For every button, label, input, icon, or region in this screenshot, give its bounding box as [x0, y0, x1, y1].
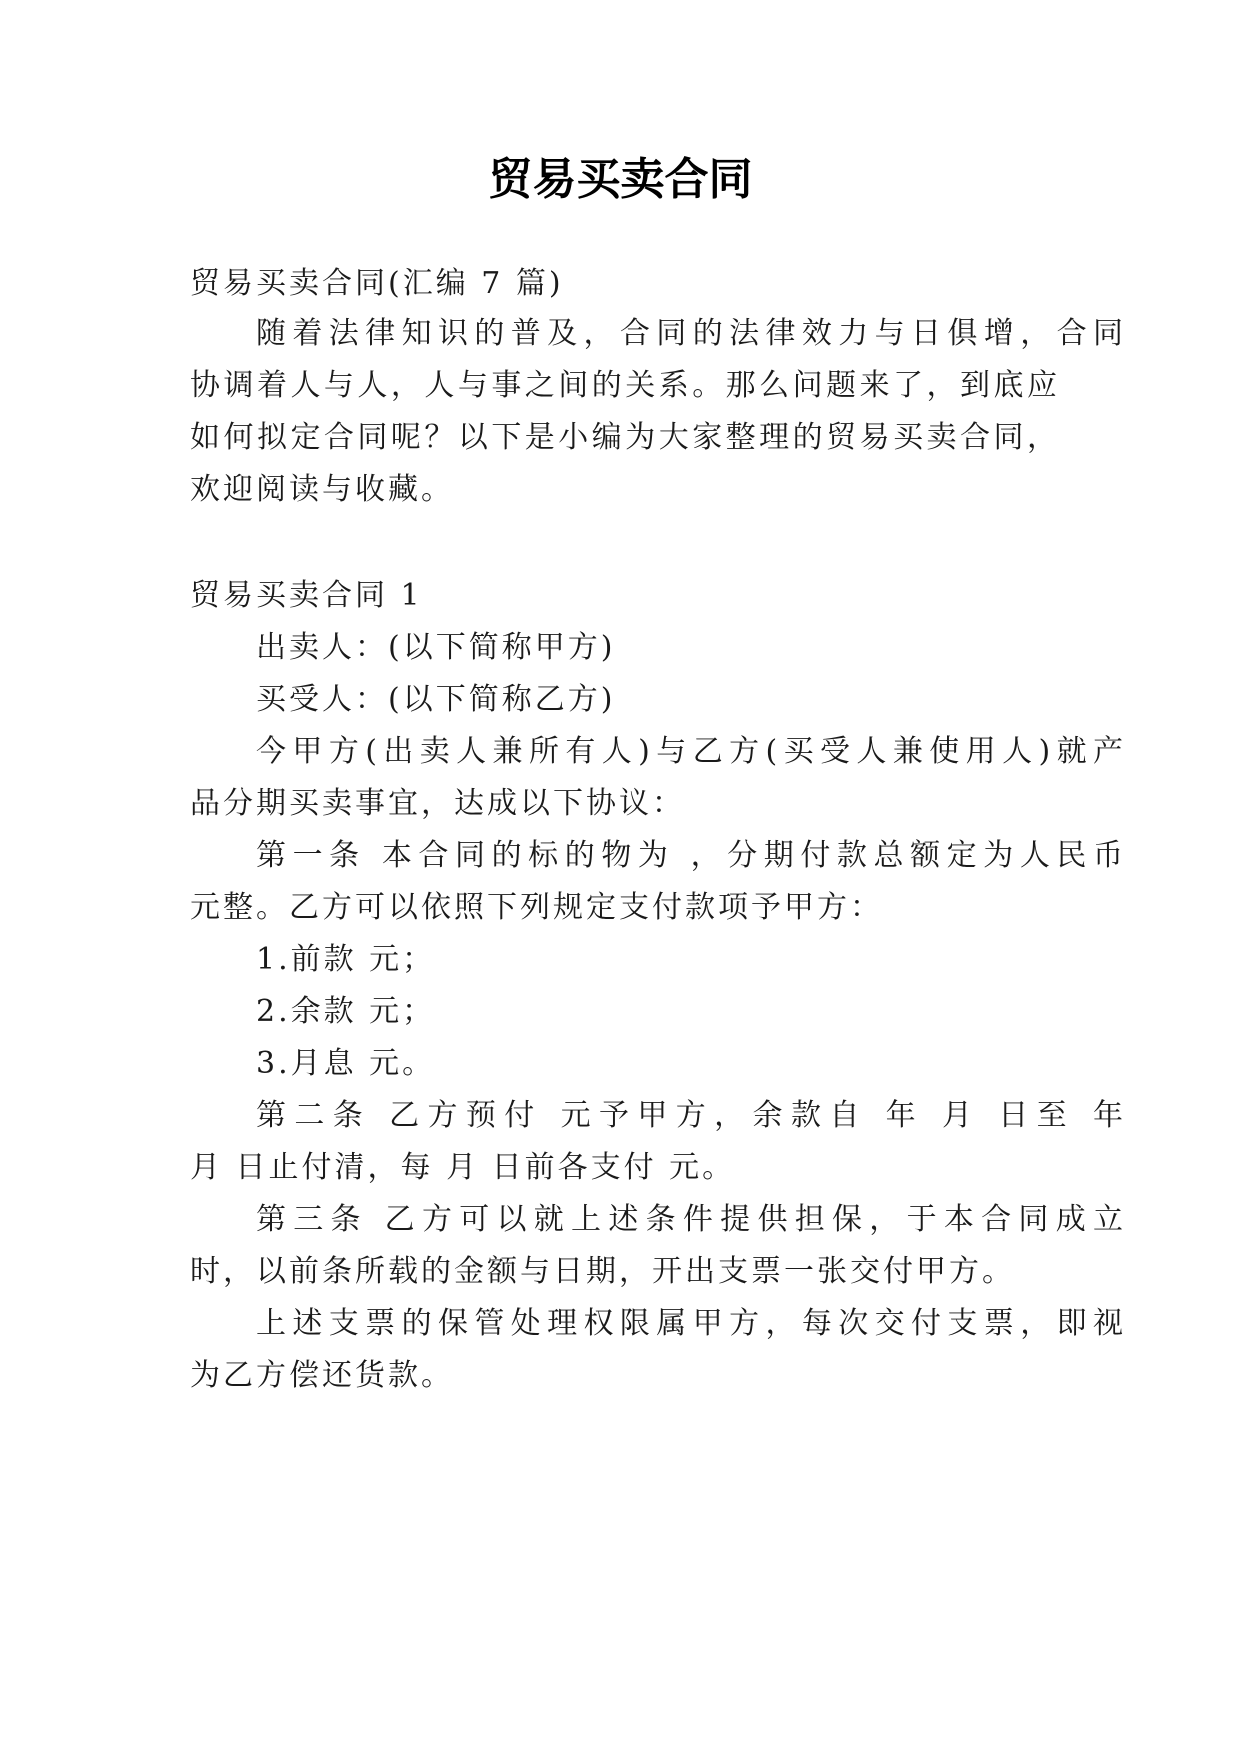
intro-line: 欢迎阅读与收藏。	[190, 472, 454, 507]
intro-line: 随着法律知识的普及，合同的法律效力与日俱增，合同	[256, 316, 1126, 351]
clause-line: 月 日止付清，每 月 日前各支付 元。	[190, 1150, 736, 1185]
section-heading: 贸易买卖合同 1	[190, 578, 423, 613]
clause-line: 上述支票的保管处理权限属甲方，每次交付支票，即视	[256, 1306, 1126, 1341]
clause-line: 品分期买卖事宜，达成以下协议：	[190, 786, 685, 821]
clause-line: 2.余款 元；	[256, 994, 436, 1029]
document-title: 贸易买卖合同	[488, 154, 753, 205]
clause-line: 出卖人：(以下简称甲方)	[256, 630, 616, 665]
document-subtitle: 贸易买卖合同(汇编 7 篇)	[190, 266, 564, 301]
clause-line: 时，以前条所载的金额与日期，开出支票一张交付甲方。	[190, 1254, 1015, 1289]
clause-line: 第三条 乙方可以就上述条件提供担保，于本合同成立	[256, 1202, 1126, 1237]
clause-line: 3.月息 元。	[256, 1046, 436, 1081]
clause-line: 元整。乙方可以依照下列规定支付款项予甲方：	[190, 890, 883, 925]
clause-line: 第二条 乙方预付 元予甲方，余款自 年 月 日至 年	[256, 1098, 1126, 1133]
clause-line: 1.前款 元；	[256, 942, 436, 977]
clause-line: 为乙方偿还货款。	[190, 1358, 454, 1393]
clause-line: 买受人：(以下简称乙方)	[256, 682, 616, 717]
clause-line: 今甲方(出卖人兼所有人)与乙方(买受人兼使用人)就产	[256, 734, 1126, 769]
clause-line: 第一条 本合同的标的物为 ，分期付款总额定为人民币	[256, 838, 1126, 873]
intro-line: 如何拟定合同呢？以下是小编为大家整理的贸易买卖合同，	[190, 420, 1060, 455]
intro-line: 协调着人与人，人与事之间的关系。那么问题来了，到底应	[190, 368, 1060, 403]
